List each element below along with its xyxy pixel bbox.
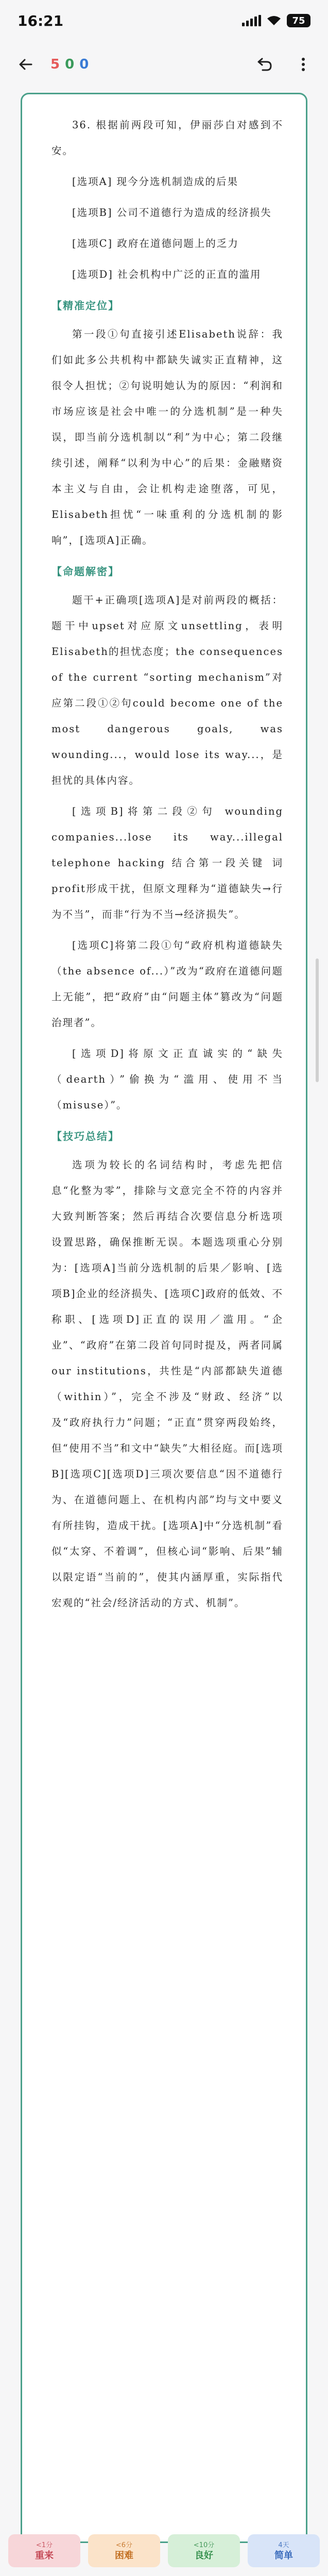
option-b: [选项B] 公司不道德行为造成的经济损失 (72, 207, 272, 218)
count-learning: 0 (65, 57, 80, 72)
question-stem: 36. 根据前两段可知，伊丽莎白对感到不安。 (51, 119, 283, 157)
section-heading-analysis: 【命题解密】 (51, 565, 119, 578)
analysis-paragraph-1: 题干+正确项[选项A]是对前两段的概括：题干中upset对应原文unsettling，表明Elisabeth的担忧态度；the consequences of the current “sorting mechanism”对应第二段①②句could become one of the most dangerous goals, was wounding...，would lose its way...，是担忧的具体内容。 (51, 594, 283, 786)
locate-text: 第一段①句直接引述Elisabeth说辞：我们如此多公共机构中都缺失诚实正直精神，这很令人担忧；②句说明她认为的原因：“利润和市场应该是社会中唯一的分选机制”是一种失误，即当前分选机制以“利”为中心；第二段继续引述，阐释“以利为中心”的后果：金融赌资本主义与自由，会让机构走途堕落，可见，Elisabeth担忧“一味重利的分选机制的影响”，[选项A]正确。 (51, 328, 283, 546)
section-heading-tips: 【技巧总结】 (51, 1130, 119, 1142)
good-label: 良好 (195, 2550, 213, 2561)
arrow-left-icon (18, 57, 33, 72)
status-icons (242, 14, 310, 27)
answer-buttons-bar (0, 2529, 328, 2576)
tips-text: 选项为较长的名词结构时，考虑先把信息“化整为零”，排除与文意完全不符的内容并大致判断答案；然后再结合次要信息分析选项设置思路，确保推断无误。本题选项重心分别为：[选项A]当前分选机制的后果／影响、[选项B]企业的经济损失、[选项C]政府的低效、不称职、[选项D]正直的误用／滥用。“企业”、“政府”在第二段首句同时提及，两者同属our institutions，共性是“内部都缺失道德（within）”，完全不涉及“财政、经济”以及“政府执行力”问题；“正直”贯穿两段始终，但“使用不当”和文中“缺失”大相径庭。而[选项B][选项C][选项D]三项次要信息“因不道德行为、在道德问题上、在机构内部”均与文中要义有所挂钩，造成干扰。[选项A]中“分选机制”看似“太穿、不着调”，但核心词“影响、后果”辅以限定语“当前的”，使其内涵厚重，实际指代宏观的“社会/经济活动的方式、机制”。 (51, 1159, 283, 1609)
analysis-paragraph-2: [选项B]将第二段②句 wounding companies...lose its way...illegal telephone hacking 结合第一段关键 词profit形成干扰，但原文理释为“道德缺失→行为不当”，而非“行为不当→经济损失”。 (51, 805, 283, 920)
app-actions (254, 54, 314, 75)
hard-button[interactable] (88, 2534, 160, 2567)
undo-icon (255, 57, 273, 72)
good-interval: <10分 (193, 2541, 215, 2549)
count-review: 0 (79, 57, 94, 72)
battery-indicator: 75 (287, 14, 310, 27)
status-time: 16:21 (18, 12, 64, 29)
card-content (51, 112, 283, 1621)
analysis-paragraph-3: [选项C]将第二段①句“政府机构道德缺失（the absence of...）”改为“政府在道德问题上无能”，把“政府”由“问题主体”篡改为“问题治理者”。 (51, 939, 283, 1029)
signal-icon (242, 15, 261, 26)
section-heading-locate: 【精准定位】 (51, 299, 119, 312)
scrollbar-thumb[interactable] (316, 958, 319, 1082)
count-new: 5 (50, 57, 65, 72)
app-bar (0, 41, 328, 88)
option-c: [选项C] 政府在道德问题上的乏力 (72, 238, 239, 249)
undo-button[interactable] (254, 54, 274, 75)
hard-label: 困难 (115, 2550, 133, 2561)
hard-interval: <6分 (115, 2541, 133, 2549)
easy-button[interactable] (248, 2534, 320, 2567)
more-options-button[interactable] (293, 54, 314, 75)
easy-interval: 4天 (278, 2541, 289, 2549)
status-bar (0, 0, 328, 41)
card-counts (50, 57, 94, 72)
option-d: [选项D] 社会机构中广泛的正直的滥用 (72, 268, 262, 280)
analysis-paragraph-4: [选项D]将原文正直诚实的“缺失（dearth）”偷换为“滥用、使用不当（misuse）”。 (51, 1048, 283, 1111)
again-label: 重来 (35, 2550, 54, 2561)
back-button[interactable] (14, 53, 37, 76)
good-button[interactable] (168, 2534, 240, 2567)
again-interval: <1分 (36, 2541, 53, 2549)
wifi-icon (266, 15, 282, 26)
again-button[interactable] (8, 2534, 80, 2567)
easy-label: 简单 (274, 2550, 293, 2561)
more-vertical-icon (301, 57, 306, 72)
option-a: [选项A] 现今分选机制造成的后果 (72, 176, 238, 188)
